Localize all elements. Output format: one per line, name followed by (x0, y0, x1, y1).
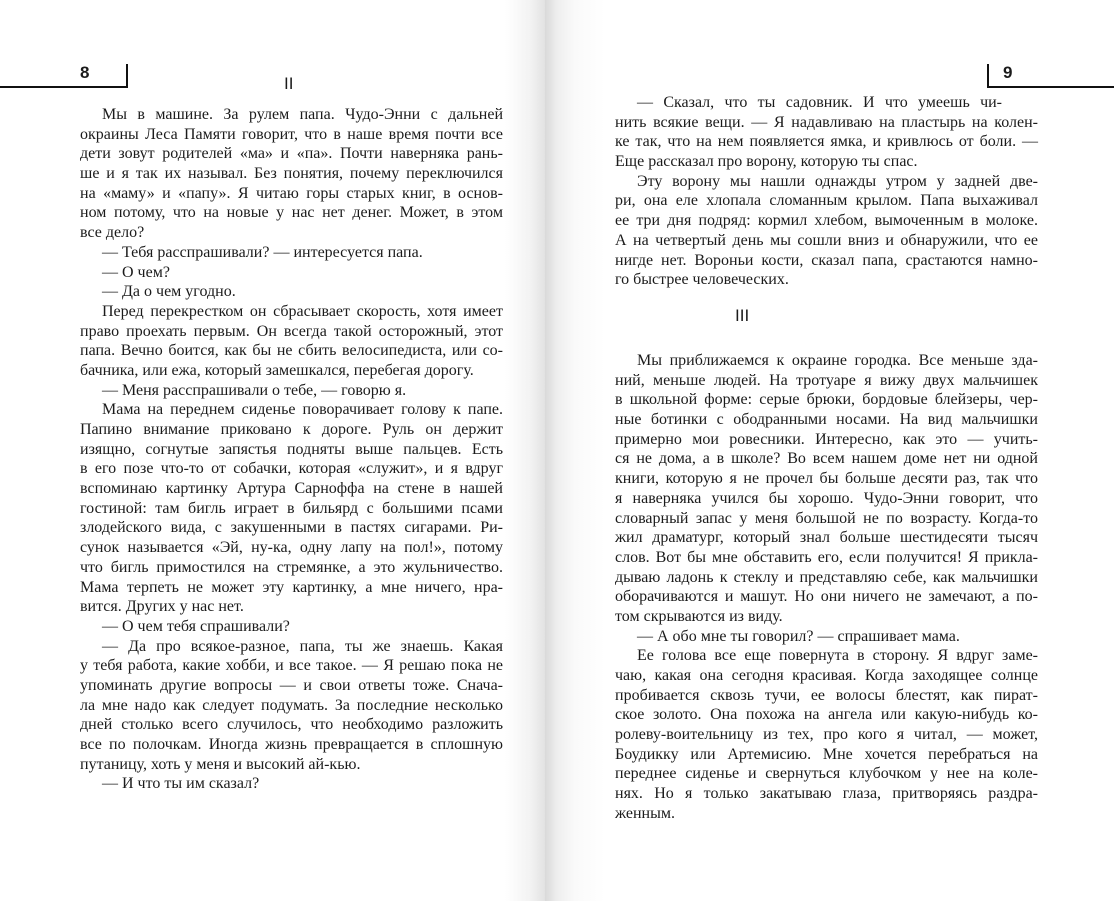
text-line: в его позе что-то от собачки, которая «служит», и я вдруг (80, 460, 503, 478)
page-number-box (987, 64, 1114, 88)
text-line: ее три дня подряд: кормил хлебом, вымоченным в молоке. (615, 212, 1038, 230)
text-line: женным. (615, 804, 675, 822)
page-number-box (0, 64, 128, 88)
text-line: ри, она еле хлопала сломанным крылом. Папа выхаживал (615, 192, 1038, 210)
text-line: вспоминаю картинку Артура Сарноффа на стене в нашей (80, 480, 503, 498)
text-line: Перед перекрестком он сбрасывает скорость, хотя имеет (102, 302, 503, 320)
text-line: Боудикку или Артемисию. Мне хочется перебраться на (615, 745, 1038, 763)
text-line: пробивается сквозь тучи, ее волосы блестят, как пират- (615, 686, 1038, 704)
text-line: Мы в машине. За рулем папа. Чудо-Энни с дальней (102, 106, 503, 123)
text-line: путаницу, хоть у меня и высокий ай-кью. (80, 755, 361, 773)
chapter-heading: II (284, 74, 294, 93)
page-text-top (615, 93, 1038, 290)
text-line: А на четвертый день мы сошли вниз и обнаружили, что ее (615, 231, 1038, 249)
page-text (615, 351, 1038, 824)
text-line: злодейского вида, с закушенными в пастях сигарами. Ри- (80, 519, 503, 537)
text-line: ское золото. Она похожа на ангела или какую-нибудь ко- (615, 706, 1038, 724)
text-line: оборачиваются и машут. Но они ничего не замечают, а по- (615, 588, 1038, 606)
text-line: переднее сиденье и свернуться клубочком у нее на коле- (615, 765, 1038, 783)
text-line: дети зовут родителей «ма» и «па». Почти наверняка рань- (80, 145, 503, 163)
text-line: на «маму» и «папу». Я читаю горы старых книг, в основ- (80, 184, 503, 202)
page-number: 9 (1003, 63, 1013, 82)
text-line: Мама терпеть не может эту картинку, а мне ничего, нра- (80, 578, 503, 596)
text-line: — О чем? (102, 263, 170, 281)
text-line: — Меня расспрашивали о тебе, — говорю я. (102, 381, 407, 399)
text-line: Еще рассказал про ворону, которую ты спас. (615, 153, 918, 171)
right-page (545, 0, 1114, 901)
text-line: гостиной: там бигль играет в бильярд с большими псами (80, 499, 503, 517)
text-line: нить всякие вещи. — Я надавливаю на пластырь на колен- (615, 113, 1038, 131)
text-line: — О чем тебя спрашивали? (102, 617, 290, 635)
text-line: что бигль примостился на стремянке, а это жульничество. (80, 558, 503, 576)
text-line: все дело? (80, 224, 145, 242)
text-line: жил драматург, который знал больше шестидесяти тысяч (615, 529, 1038, 547)
text-line: — Сказал, что ты садовник. И что умеешь чи- (637, 94, 1002, 111)
page-text (80, 105, 503, 794)
text-line: Папино внимание приковано к дороге. Руль он держит (80, 421, 503, 438)
text-line: вится. Других у нас нет. (80, 598, 244, 616)
text-line: все по полочкам. Иногда жизнь превращается в сплошную (80, 736, 503, 753)
text-line: в школьной форме: серые брюки, бордовые блейзеры, чер- (615, 391, 1038, 409)
text-line: нях. Но я только закатываю глаза, притворяясь раздра- (615, 785, 1038, 803)
text-line: слов. Вот бы мне обставить его, если получится! Я прикла- (615, 548, 1038, 566)
text-line: право проехать первым. Он всегда такой осторожный, этот (80, 322, 503, 340)
text-line: упоминать другие вопросы — и свои ответы тоже. Снача- (80, 676, 503, 694)
text-line: ше и я так их называл. Без понятия, почему переключился (80, 165, 503, 183)
text-line: ся не дома, а в школе? Во всем нашем доме нет ни одной (615, 450, 1038, 468)
text-line: ке так, что на нем появляется ямка, и кривлюсь от боли. — (615, 133, 1038, 151)
text-line: ла мне надо как следует подумать. За последние несколько (80, 696, 503, 714)
text-line: го быстрее человеческих. (615, 271, 789, 289)
text-line: ные ботинки с ободранными носами. На вид мальчишки (615, 411, 1038, 429)
text-line: у тебя работа, какие хобби, и все такое. — Я решаю пока не (80, 657, 503, 675)
text-line: словарный запас у меня большой не по возрасту. Когда-то (615, 509, 1038, 527)
text-line: изящно, согнутые запястья подняты выше пальцев. Есть (80, 440, 503, 458)
text-line: книги, которую я не прочел бы больше десяти раз, так что (615, 470, 1038, 488)
text-line: я наверняка учился бы хорошо. Чудо-Энни говорит, что (615, 489, 1038, 507)
text-line: ном потому, что на новые у нас нет денег. Может, в этом (80, 204, 503, 222)
text-line: — Тебя расспрашивали? — интересуется папа. (102, 243, 423, 261)
text-line: дней столько всего случилось, что необходимо разложить (80, 716, 503, 734)
left-page (0, 0, 545, 901)
text-line: том скрываются из виду. (615, 607, 783, 625)
text-line: папа. Вечно боится, как бы не сбить велосипедиста, или со- (80, 342, 503, 360)
chapter-heading: III (735, 306, 750, 325)
text-line: нигде нет. Вороньи кости, сказал папа, срастаются намно- (615, 251, 1038, 269)
text-line: Эту ворону мы нашли однажды утром у задней две- (637, 172, 1038, 190)
text-line: Мы приближаемся к окраине городка. Все меньше зда- (637, 352, 1038, 369)
text-line: дываю ладонь к стеклу и представляю себе, как мальчишки (615, 568, 1038, 586)
text-line: сунок называется «Эй, ну-ка, одну лапу на пол!», потому (80, 539, 503, 557)
text-line: — Да о чем угодно. (102, 283, 236, 301)
text-line: примерно мои ровесники. Интересно, как это — учить- (615, 430, 1038, 448)
text-line: — А обо мне ты говорил? — спрашивает мама. (637, 627, 960, 645)
text-line: чаю, какая она сегодня красивая. Когда заходящее солнце (615, 667, 1038, 684)
text-line: окраины Леса Памяти говорит, что в наше время почти все (80, 125, 503, 143)
page-number: 8 (80, 63, 90, 82)
text-line: Ее голова все еще повернута в сторону. Я вдруг заме- (637, 647, 1038, 665)
text-line: ний, меньше людей. На тротуаре я вижу двух мальчишек (615, 371, 1038, 389)
text-line: ролеву-воительницу из тех, про кого я читал, — может, (615, 726, 1038, 744)
text-line: Мама на переднем сиденье поворачивает голову к папе. (102, 401, 503, 419)
text-line: — И что ты им сказал? (102, 775, 260, 793)
text-line: — Да про всякое-разное, папа, ты же знаешь. Какая (102, 637, 503, 655)
text-line: бачника, или ежа, который замешкался, перебегая дорогу. (80, 361, 474, 379)
